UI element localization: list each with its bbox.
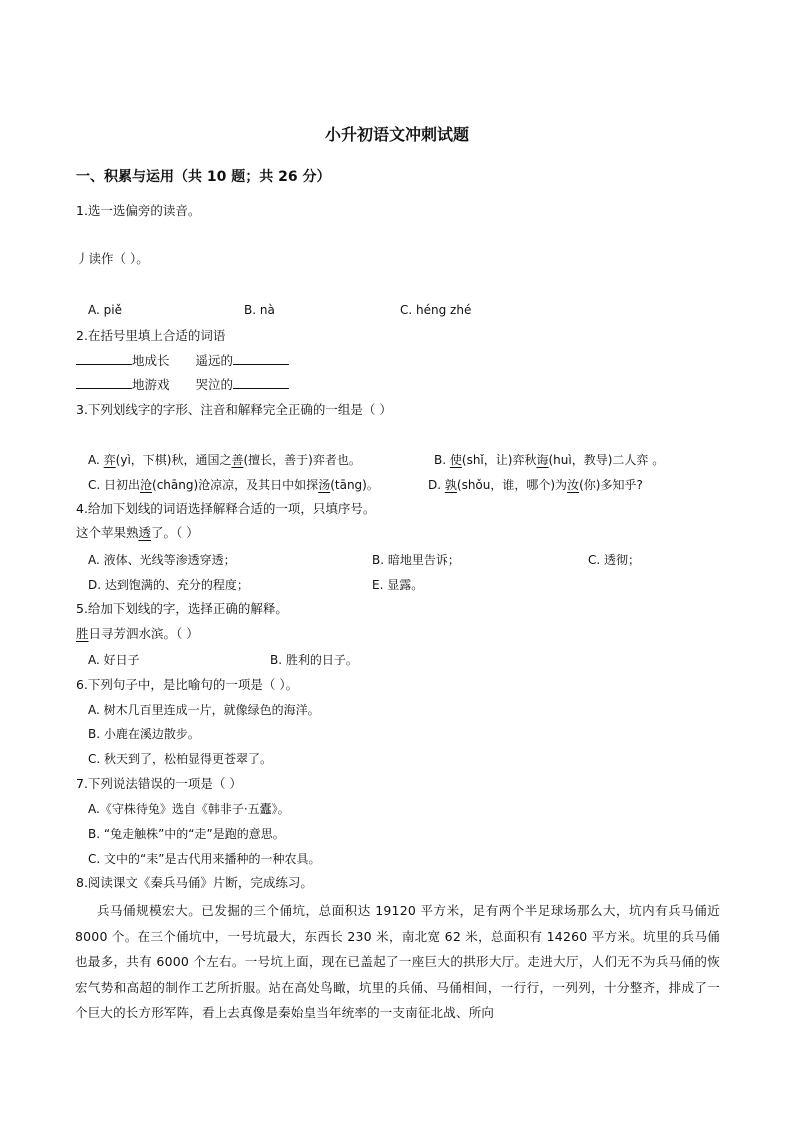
q4-option-e: E. 显露。: [372, 578, 424, 592]
option-text: (shǐ，让)弈秋: [461, 453, 537, 467]
q2-item: 地成长: [132, 353, 170, 368]
option-text: (擅长，善于)弈者也。: [243, 453, 361, 467]
q2-item: 地游戏: [132, 377, 170, 392]
underlined-char: 沧: [140, 478, 153, 492]
q3-option-a: [88, 451, 361, 469]
q1-option-b: B. nà: [244, 303, 275, 317]
option-text: A.: [88, 453, 104, 467]
underlined-char: 胜: [76, 626, 89, 641]
sentence-text: 了。（ ）: [151, 525, 199, 540]
q2-item: 遥远的: [195, 353, 233, 368]
q1-option-a: A. piě: [88, 303, 122, 317]
option-text: (tāng)。: [330, 478, 379, 492]
q1-prompt: 丿读作（ ）。: [76, 251, 149, 266]
option-text: (shǒu，谁，哪个)为: [456, 478, 568, 492]
q4-option-a: A. 液体、光线等渗透穿透；: [88, 553, 236, 567]
option-text: C. 日初出: [88, 478, 141, 492]
underlined-char: 汤: [318, 478, 331, 492]
q4-option-b: B. 暗地里告诉；: [372, 553, 460, 567]
q5-option-b: B. 胜利的日子。: [270, 653, 358, 667]
underlined-char: 汝: [567, 478, 580, 492]
underlined-char: 善: [231, 453, 244, 467]
option-text: (huì，教导)二人弈 。: [548, 453, 665, 467]
q7-option-b: B. “兔走触株”中的“走”是跑的意思。: [88, 827, 285, 841]
q2-line-2: [76, 376, 289, 394]
q3-option-b: [434, 451, 664, 469]
section-heading: 一、积累与运用（共 10 题；共 26 分）: [76, 169, 331, 185]
q3-option-c: [88, 476, 379, 494]
q5-sentence: [76, 625, 199, 643]
q4-stem: 4.给加下划线的词语选择解释合适的一项，只填序号。: [76, 501, 376, 516]
q3-stem: 3.下列划线字的字形、注音和解释完全正确的一组是（ ）: [76, 402, 392, 417]
fill-blank[interactable]: [76, 352, 132, 365]
q2-stem: 2.在括号里填上合适的词语: [76, 328, 226, 343]
option-text: D.: [428, 478, 445, 492]
q7-option-c: C. 文中的“耒”是古代用来播种的一种农具。: [88, 852, 321, 866]
fill-blank[interactable]: [76, 376, 132, 389]
q1-stem: 1.选一选偏旁的读音。: [76, 203, 201, 218]
option-text: (你)多知乎?: [579, 478, 643, 492]
q6-option-a: A. 树木几百里连成一片，就像绿色的海洋。: [88, 703, 320, 717]
q3-option-d: [428, 476, 643, 494]
fill-blank[interactable]: [233, 376, 289, 389]
page-title: 小升初语文冲刺试题: [324, 125, 469, 144]
sentence-text: 这个苹果熟: [76, 525, 139, 540]
q7-option-a: A.《守株待兔》选自《韩非子·五蠹》。: [88, 802, 290, 816]
q4-option-d: D. 达到饱满的、充分的程度；: [88, 578, 249, 592]
underlined-char: 透: [138, 525, 152, 540]
q6-option-b: B. 小鹿在溪边散步。: [88, 727, 200, 741]
underlined-char: 孰: [444, 478, 457, 492]
q7-stem: 7.下列说法错误的一项是（ ）: [76, 776, 242, 791]
underlined-char: 诲: [536, 453, 549, 467]
q5-stem: 5.给加下划线的字，选择正确的解释。: [76, 601, 288, 616]
q5-option-a: A. 好日子: [88, 653, 140, 667]
q8-stem: 8.阅读课文《秦兵马俑》片断，完成练习。: [76, 875, 313, 890]
fill-blank[interactable]: [233, 352, 289, 365]
q4-option-c: C. 透彻；: [588, 553, 641, 567]
q4-sentence: [76, 524, 199, 542]
underlined-char: 弈: [103, 453, 116, 467]
option-text: B.: [434, 453, 450, 467]
option-text: (chāng)沧凉凉，及其日中如探: [152, 478, 319, 492]
q8-passage: 兵马俑规模宏大。已发掘的三个俑坑，总面积达 19120 平方米，足有两个半足球场那么大，坑内有兵马俑近 8000 个。在三个俑坑中，一号坑最大，东西长 230 米，南北宽 62 米，总面积有 14260 平方米。坑里的兵马俑也最多，共有 6000 个左右。一号坑上面，现在已盖起了一座巨大的拱形大厅。走进大厅，人们无不为兵马俑的恢宏气势和高超的制作工艺所折服。站在高处鸟瞰，坑里的兵俑、马俑相间，一行行，一列列，十分整齐，排成了一个巨大的长方形军阵，看上去真像是秦始皇当年统率的一支南征北战、所向: [75, 903, 720, 1021]
q6-option-c: C. 秋天到了，松柏显得更苍翠了。: [88, 752, 273, 766]
q1-option-c: C. héng zhé: [400, 303, 472, 317]
option-text: (yì，下棋)秋，通国之: [115, 453, 232, 467]
q2-item: 哭泣的: [195, 377, 233, 392]
underlined-char: 使: [449, 453, 462, 467]
q6-stem: 6.下列句子中，是比喻句的一项是（ ）。: [76, 677, 299, 692]
sentence-text: 日寻芳泗水滨。（ ）: [88, 626, 199, 641]
q2-line-1: [76, 352, 289, 370]
